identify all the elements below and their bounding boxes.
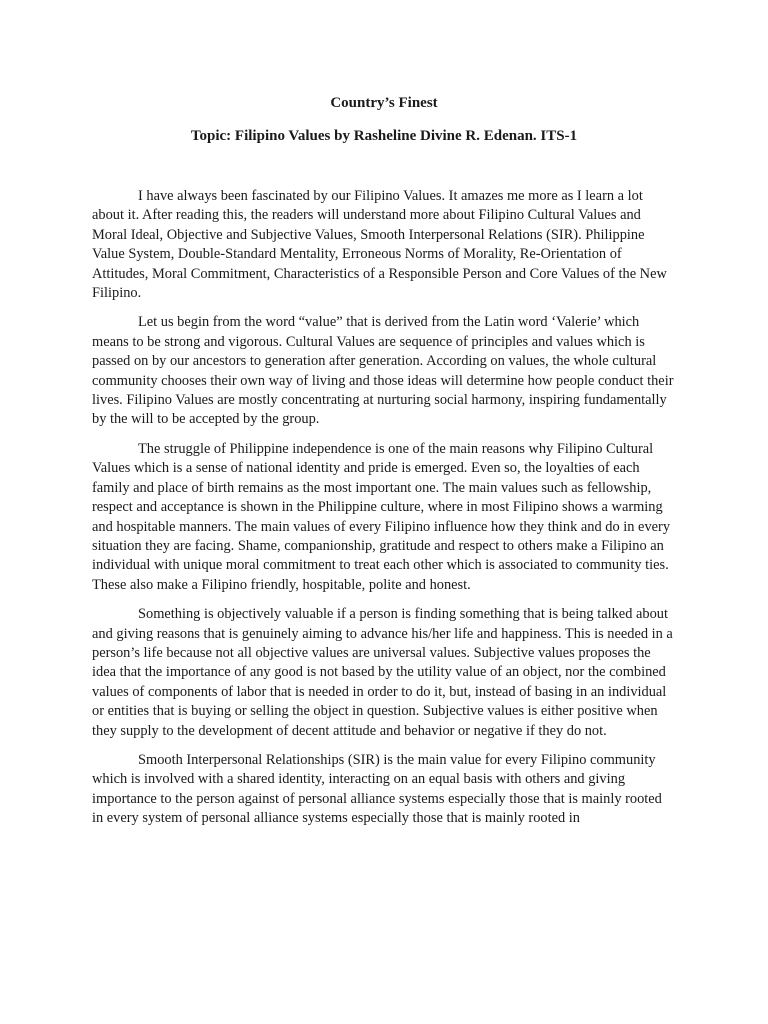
paragraph: The struggle of Philippine independence is one of the main reasons why Filipino Cultural Values which is a sense of national identity and pride is emerged. Even so, the loyalties of each family and place of birth remains as the most important one. The main values such as fellowship, respect and acceptance is shown in the Philippine culture, where in most Filipino shows a warming and hospitable manners. The main values of every Filipino influence how they think and do in every situation they are facing. Shame, companionship, gratitude and respect to others make a Filipino an individual with unique moral commitment to treat each other which is associated to community ties. These also make a Filipino friendly, hospitable, polite and honest. bbox=[92, 440, 671, 593]
paragraph: Smooth Interpersonal Relationships (SIR) is the main value for every Filipino community which is involved with a shared identity, interacting on an equal basis with others and giving importance to the person against of personal alliance systems especially those that is mainly rooted in every system of personal alliance systems especially those that is mainly rooted in bbox=[92, 751, 662, 827]
document-title: Country’s Finest bbox=[330, 95, 438, 111]
paragraph: Let us begin from the word “value” that is derived from the Latin word ‘Valerie’ which means to be strong and vigorous. Cultural Values are sequence of principles and values which is passed on by our ancestors to generation after generation. According on values, the whole cultural community chooses their own way of living and those ideas will determine how people conduct their lives. Filipino Values are mostly concentrating at nurturing social harmony, inspiring fundamentally by the will to be accepted by the group. bbox=[92, 314, 674, 428]
document-body bbox=[92, 187, 676, 839]
paragraph: Something is objectively valuable if a person is finding something that is being talked about and giving reasons that is genuinely aiming to advance his/her life and happiness. This is needed in a person’s life because not all objective values are universal values. Subjective values proposes the idea that the importance of any good is not based by the utility value of an object, nor the combined values of components of labor that is needed in order to do it, but, instead of basing in an individual or entities that is buying or selling the object in question. Subjective values is either positive when they supply to the development of decent attitude and behavior or negative if they do not. bbox=[92, 606, 673, 739]
paragraph: I have always been fascinated by our Filipino Values. It amazes me more as I learn a lot about it. After reading this, the readers will understand more about Filipino Cultural Values and Moral Ideal, Objective and Subjective Values, Smooth Interpersonal Relations (SIR). Philippine Value System, Double-Standard Mentality, Erroneous Norms of Morality, Re-Orientation of Attitudes, Moral Commitment, Characteristics of a Responsible Person and Core Values of the New Filipino. bbox=[92, 188, 667, 302]
document-topic: Topic: Filipino Values by Rasheline Divine R. Edenan. ITS-1 bbox=[190, 128, 578, 144]
